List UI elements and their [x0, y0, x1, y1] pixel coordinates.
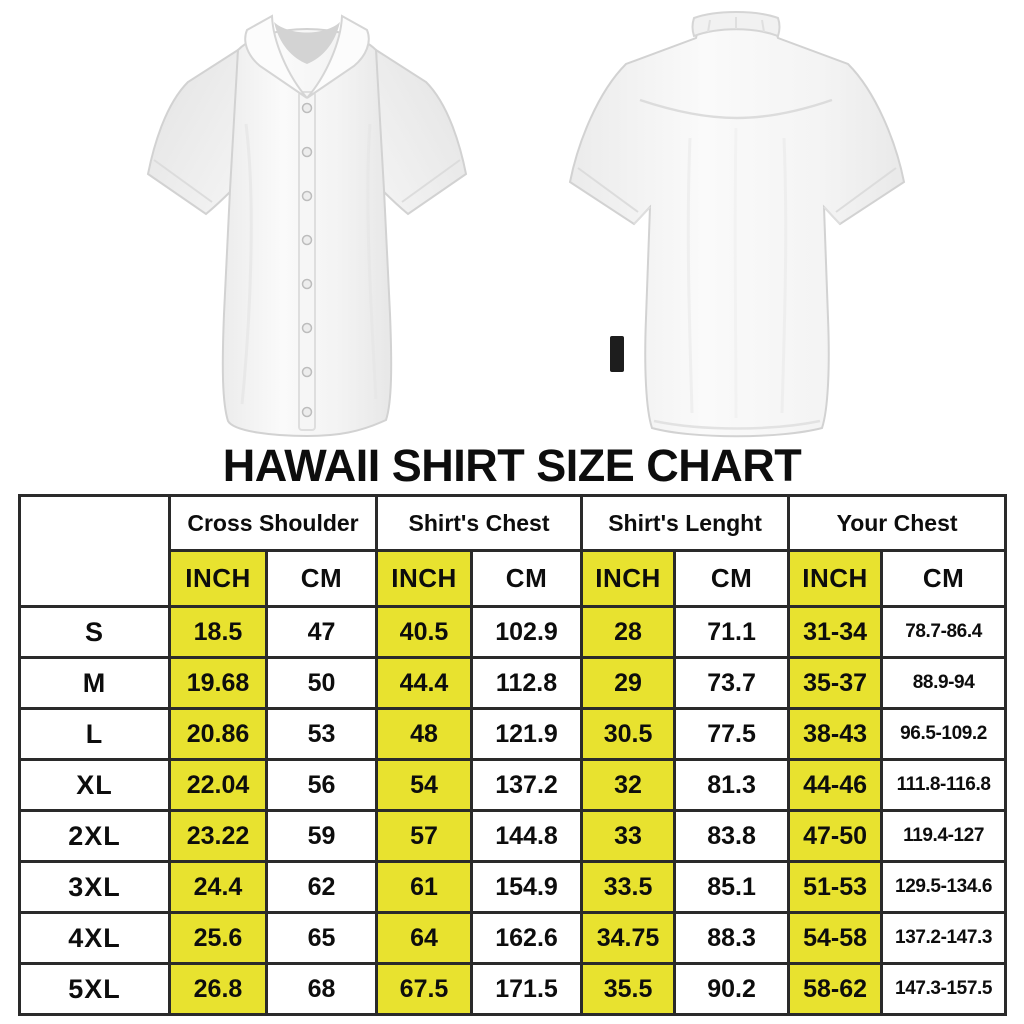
value-cell-cm: 88.3	[675, 913, 789, 964]
value-cell-cm: 171.5	[472, 964, 582, 1015]
front-shirt-image	[126, 4, 488, 440]
value-cell-inch: 25.6	[170, 913, 267, 964]
value-cell-cm: 71.1	[675, 607, 789, 658]
size-label-cell: S	[20, 607, 170, 658]
value-cell-cm: 65	[267, 913, 377, 964]
value-cell-cm: 144.8	[472, 811, 582, 862]
value-cell-cm: 119.4-127	[882, 811, 1006, 862]
page-title: HAWAII SHIRT SIZE CHART	[222, 440, 802, 491]
size-label-cell: 5XL	[20, 964, 170, 1015]
corner-cell	[20, 496, 170, 607]
value-cell-inch: 31-34	[789, 607, 882, 658]
value-cell-cm: 102.9	[472, 607, 582, 658]
size-table-body	[20, 607, 1006, 1015]
value-cell-cm: 77.5	[675, 709, 789, 760]
value-cell-inch: 35-37	[789, 658, 882, 709]
unit-header-inch: INCH	[582, 551, 675, 607]
value-cell-cm: 81.3	[675, 760, 789, 811]
table-row	[20, 658, 1006, 709]
value-cell-inch: 24.4	[170, 862, 267, 913]
table-row	[20, 811, 1006, 862]
group-header-your-chest: Your Chest	[789, 496, 1006, 551]
unit-header-inch: INCH	[170, 551, 267, 607]
group-header-row	[20, 496, 1006, 551]
value-cell-inch: 26.8	[170, 964, 267, 1015]
value-cell-inch: 48	[377, 709, 472, 760]
unit-header-cm: CM	[882, 551, 1006, 607]
size-label-cell: XL	[20, 760, 170, 811]
table-row	[20, 760, 1006, 811]
value-cell-inch: 20.86	[170, 709, 267, 760]
size-label-cell: L	[20, 709, 170, 760]
value-cell-cm: 59	[267, 811, 377, 862]
value-cell-cm: 90.2	[675, 964, 789, 1015]
value-cell-inch: 54	[377, 760, 472, 811]
value-cell-cm: 56	[267, 760, 377, 811]
value-cell-cm: 112.8	[472, 658, 582, 709]
table-row	[20, 862, 1006, 913]
value-cell-inch: 61	[377, 862, 472, 913]
value-cell-inch: 54-58	[789, 913, 882, 964]
unit-header-cm: CM	[472, 551, 582, 607]
size-chart-table	[18, 494, 1007, 1016]
value-cell-inch: 29	[582, 658, 675, 709]
value-cell-inch: 18.5	[170, 607, 267, 658]
table-row	[20, 913, 1006, 964]
table-row	[20, 709, 1006, 760]
table-row	[20, 964, 1006, 1015]
value-cell-inch: 35.5	[582, 964, 675, 1015]
size-label-cell: 4XL	[20, 913, 170, 964]
table-row	[20, 607, 1006, 658]
value-cell-cm: 121.9	[472, 709, 582, 760]
value-cell-inch: 51-53	[789, 862, 882, 913]
value-cell-cm: 154.9	[472, 862, 582, 913]
unit-header-cm: CM	[675, 551, 789, 607]
value-cell-cm: 47	[267, 607, 377, 658]
group-header-shirts-chest: Shirt's Chest	[377, 496, 582, 551]
value-cell-inch: 38-43	[789, 709, 882, 760]
group-header-shirts-lenght: Shirt's Lenght	[582, 496, 789, 551]
value-cell-inch: 58-62	[789, 964, 882, 1015]
value-cell-cm: 68	[267, 964, 377, 1015]
value-cell-inch: 30.5	[582, 709, 675, 760]
value-cell-inch: 23.22	[170, 811, 267, 862]
value-cell-inch: 33	[582, 811, 675, 862]
value-cell-inch: 57	[377, 811, 472, 862]
size-label-cell: 2XL	[20, 811, 170, 862]
value-cell-inch: 44-46	[789, 760, 882, 811]
value-cell-cm: 73.7	[675, 658, 789, 709]
value-cell-inch: 33.5	[582, 862, 675, 913]
back-shirt-image	[540, 8, 932, 442]
group-header-cross-shoulder: Cross Shoulder	[170, 496, 377, 551]
front-shirt-svg	[126, 4, 488, 440]
value-cell-inch: 44.4	[377, 658, 472, 709]
value-cell-cm: 147.3-157.5	[882, 964, 1006, 1015]
value-cell-inch: 32	[582, 760, 675, 811]
size-label-cell: M	[20, 658, 170, 709]
value-cell-inch: 47-50	[789, 811, 882, 862]
value-cell-cm: 85.1	[675, 862, 789, 913]
value-cell-cm: 62	[267, 862, 377, 913]
value-cell-cm: 96.5-109.2	[882, 709, 1006, 760]
value-cell-inch: 34.75	[582, 913, 675, 964]
value-cell-inch: 67.5	[377, 964, 472, 1015]
shirt-side-tag	[610, 336, 624, 372]
value-cell-inch: 22.04	[170, 760, 267, 811]
value-cell-inch: 28	[582, 607, 675, 658]
value-cell-cm: 129.5-134.6	[882, 862, 1006, 913]
value-cell-cm: 83.8	[675, 811, 789, 862]
value-cell-cm: 88.9-94	[882, 658, 1006, 709]
back-shirt-svg	[540, 8, 932, 442]
unit-header-cm: CM	[267, 551, 377, 607]
value-cell-cm: 162.6	[472, 913, 582, 964]
value-cell-cm: 111.8-116.8	[882, 760, 1006, 811]
value-cell-inch: 19.68	[170, 658, 267, 709]
unit-header-inch: INCH	[377, 551, 472, 607]
unit-header-inch: INCH	[789, 551, 882, 607]
value-cell-cm: 78.7-86.4	[882, 607, 1006, 658]
value-cell-cm: 53	[267, 709, 377, 760]
size-label-cell: 3XL	[20, 862, 170, 913]
value-cell-cm: 137.2	[472, 760, 582, 811]
value-cell-cm: 137.2-147.3	[882, 913, 1006, 964]
value-cell-cm: 50	[267, 658, 377, 709]
value-cell-inch: 40.5	[377, 607, 472, 658]
value-cell-inch: 64	[377, 913, 472, 964]
